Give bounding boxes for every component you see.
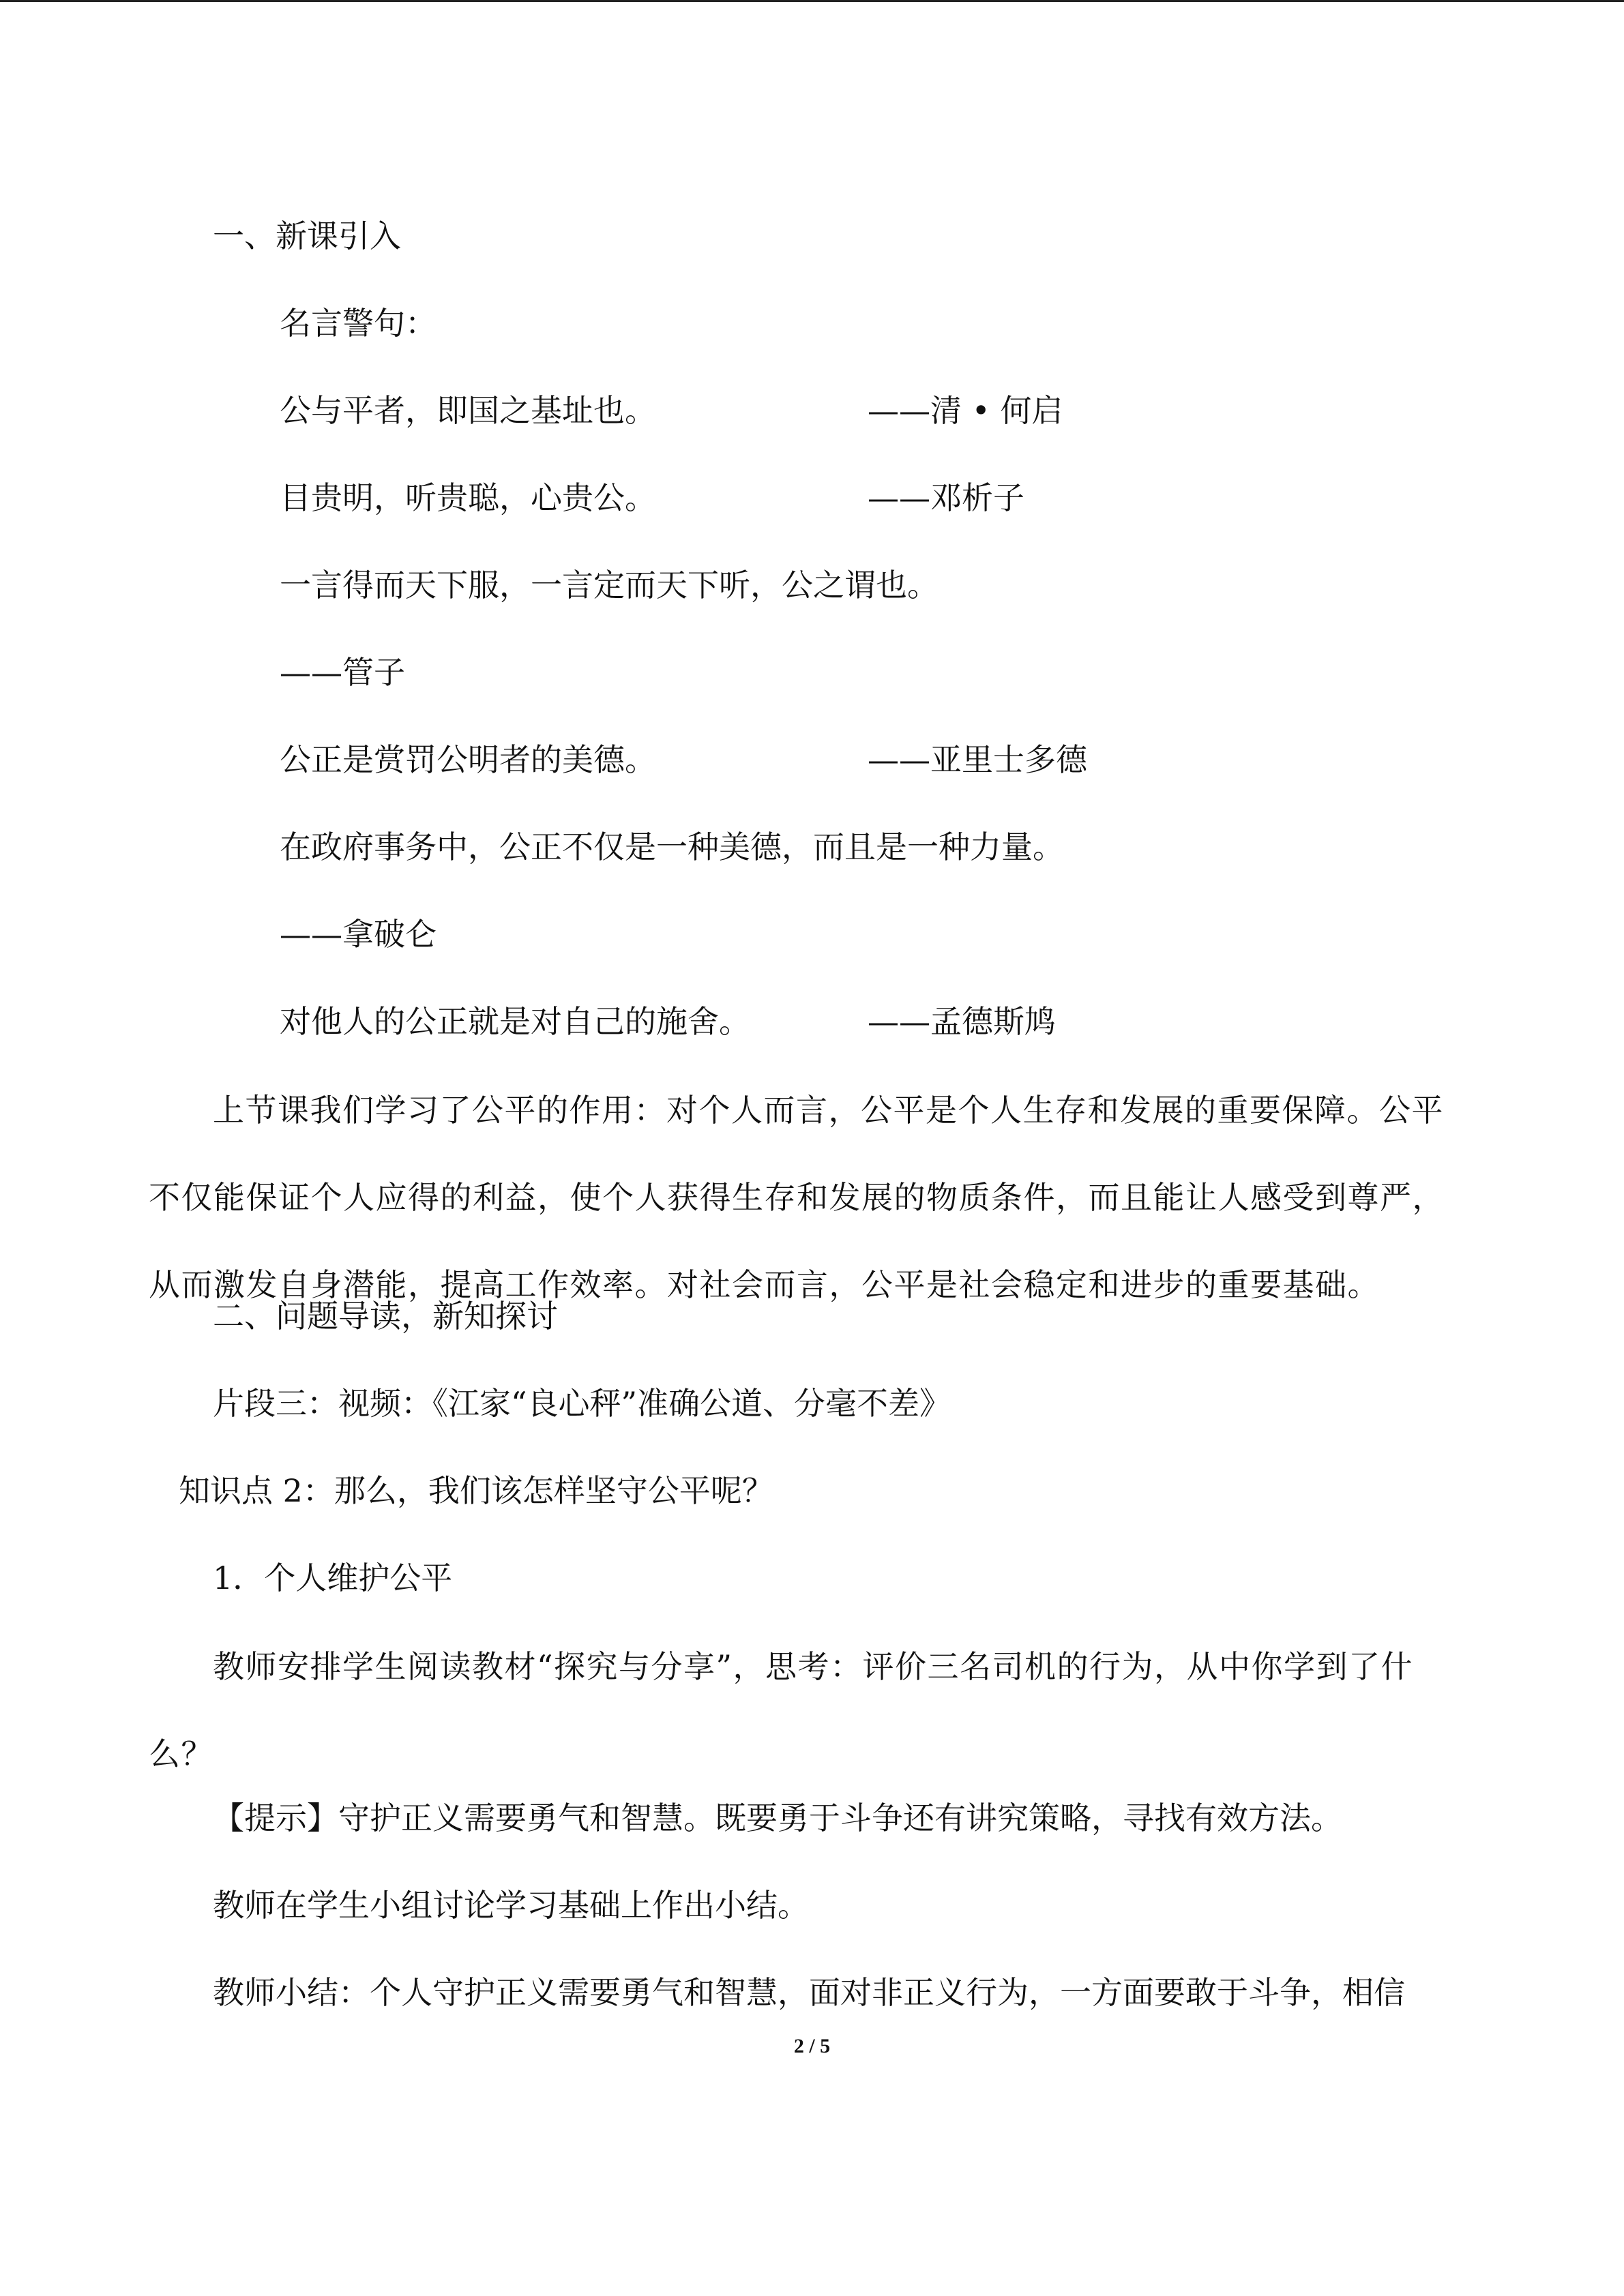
quote-author-6: ——孟德斯鸠: [868, 1003, 1056, 1040]
quotes-label: 名言警句：: [280, 305, 437, 342]
page-number: 2 / 5: [793, 2035, 831, 2057]
quote-author-5: ——拿破仑: [280, 916, 437, 953]
quote-text-4: 公正是赏罚公明者的美德。: [280, 741, 656, 778]
knowledge-point: 知识点 2：那么，我们该怎样坚守公平呢？: [179, 1472, 773, 1509]
quote-author-4: ——亚里士多德: [868, 741, 1087, 778]
subheading-personal: 1．个人维护公平: [213, 1560, 453, 1596]
quote-author-3: ——管子: [280, 654, 405, 691]
quote-author-1: ——清 • 何启: [868, 392, 1063, 429]
quote-text-5: 在政府事务中，公正不仅是一种美德，而且是一种力量。: [280, 829, 1064, 865]
hint-text: 【提示】守护正义需要勇气和智慧。既要勇于斗争还有讲究策略，寻找有效方法。: [213, 1800, 1342, 1836]
quote-text-3: 一言得而天下服，一言定而天下听，公之谓也。: [280, 567, 939, 603]
review-paragraph: 上节课我们学习了公平的作用：对个人而言，公平是个人生存和发展的重要保障。公平不仅能保证个人应得的利益，使个人获得生存和发展的物质条件，而且能让人感受到尊严，从而激发自身潜能，提高工作效率。对社会而言，公平是社会稳定和进步的重要基础。: [149, 1092, 1445, 1303]
quote-text-2: 目贵明，听贵聪，心贵公。: [280, 479, 656, 516]
section-heading-discussion: 二、问题导读，新知探讨: [213, 1298, 558, 1335]
quote-author-2: ——邓析子: [868, 479, 1024, 516]
task-paragraph: 教师安排学生阅读教材“探究与分享”，思考：评价三名司机的行为，从中你学到了什么？: [149, 1648, 1414, 1772]
quote-text-6: 对他人的公正就是对自己的施舍。: [280, 1003, 750, 1040]
summary-text: 教师小结：个人守护正义需要勇气和智慧，面对非正义行为，一方面要敢于斗争，相信: [213, 1974, 1405, 2011]
video-segment: 片段三：视频：《江家“良心秤”准确公道、分毫不差》: [213, 1385, 951, 1422]
section-heading-intro: 一、新课引入: [213, 218, 401, 254]
quote-text-1: 公与平者，即国之基址也。: [280, 392, 656, 429]
summary-intro: 教师在学生小组讨论学习基础上作出小结。: [213, 1887, 809, 1924]
